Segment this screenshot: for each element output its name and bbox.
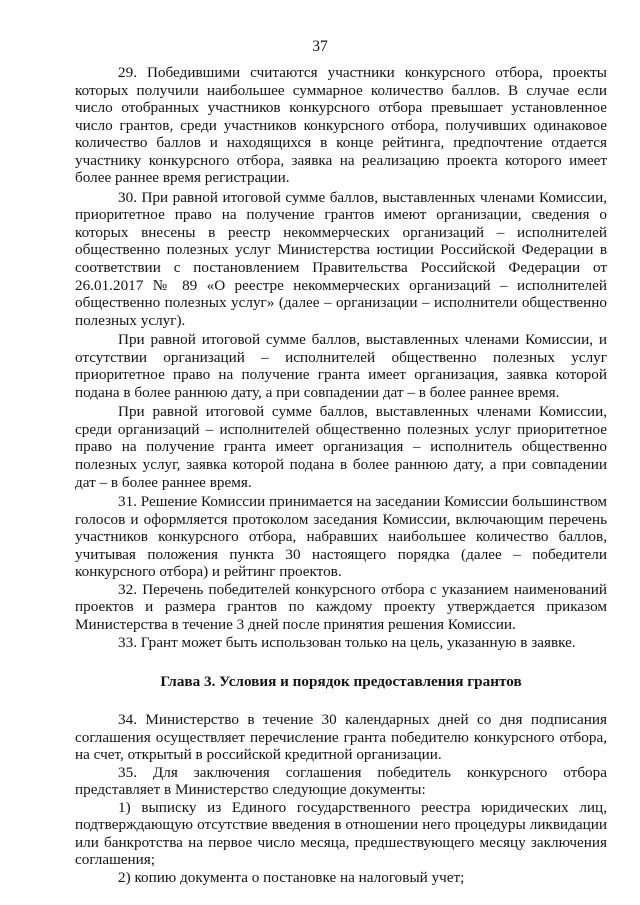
paragraph-32: 32. Перечень победителей конкурсного отбора с указанием наименований проектов и размера грантов по каждому проекту утверждается приказом Министерства в течение 3 дней после принятия решения Комиссии. [75,580,607,633]
document-body [75,64,607,887]
list-item-2: 2) копию документа о постановке на налоговый учет; [118,868,465,886]
chapter-heading: Глава 3. Условия и порядок предоставления грантов [160,673,522,691]
paragraph-31: 31. Решение Комиссии принимается на заседании Комиссии большинством голосов и оформляется протоколом заседания Комиссии, включающим перечень участников конкурсного отбора, набравших наибольшее количество баллов, учитывая положения пункта 30 настоящего порядка (далее – победители конкурсного отбора) и рейтинг проектов. [75,493,607,581]
paragraph-34: 34. Министерство в течение 30 календарных дней со дня подписания соглашения осуществляет перечисление гранта победителю конкурсного отбора, на счет, открытый в российской кредитной организации. [75,711,607,764]
paragraph-35: 35. Для заключения соглашения победитель конкурсного отбора представляет в Министерство следующие документы: [75,763,607,799]
page-number: 37 [312,38,328,55]
paragraph-30-priority-org: При равной итоговой сумме баллов, выставленных членами Комиссии, среди организаций – исполнителей общественно полезных услуг приоритетное право на получение гранта имеет организация – исполнитель общественно полезных услуг, заявка которой подана в более раннюю дату, а при совпадении дат – в более раннее время. [75,403,607,491]
paragraph-30-priority-no-org: При равной итоговой сумме баллов, выставленных членами Комиссии, и отсутствии организаций – исполнителей общественно полезных услуг приоритетное право на получение гранта имеет организация, заявка которой подана в более раннюю дату, а при совпадении дат – в более раннее время. [75,331,607,401]
list-item-1: 1) выписку из Единого государственного реестра юридических лиц, подтверждающую отсутствие введения в отношении него процедуры ликвидации или банкротства на первое число месяца, предшествующего месяцу заключения соглашения; [75,798,607,869]
paragraph-30: 30. При равной итоговой сумме баллов, выставленных членами Комиссии, приоритетное право на получение грантов имеют организации, сведения о которых внесены в реестр некоммерческих организаций – исполнителей общественно полезных услуг Министерства юстиции Российской Федерации в соответствии с постановлением Правительства Российской Федерации от 26.01.2017 № 89 «О реестре некоммерческих организаций – исполнителей общественно полезных услуг» (далее – организации – исполнители общественно полезных услуг). [75,188,607,329]
paragraph-29: 29. Победившими считаются участники конкурсного отбора, проекты которых получили наибольшее суммарное количество баллов. В случае если число отобранных участников конкурсного отбора превышает установленное число грантов, среди участников конкурсного отбора, получивших одинаковое количество баллов и находящихся в конце рейтинга, предпочтение отдается участнику конкурсного отбора, заявка на реализацию проекта которого имеет более раннее время регистрации. [75,64,607,187]
paragraph-33: 33. Грант может быть использован только на цель, указанную в заявке. [118,633,576,651]
